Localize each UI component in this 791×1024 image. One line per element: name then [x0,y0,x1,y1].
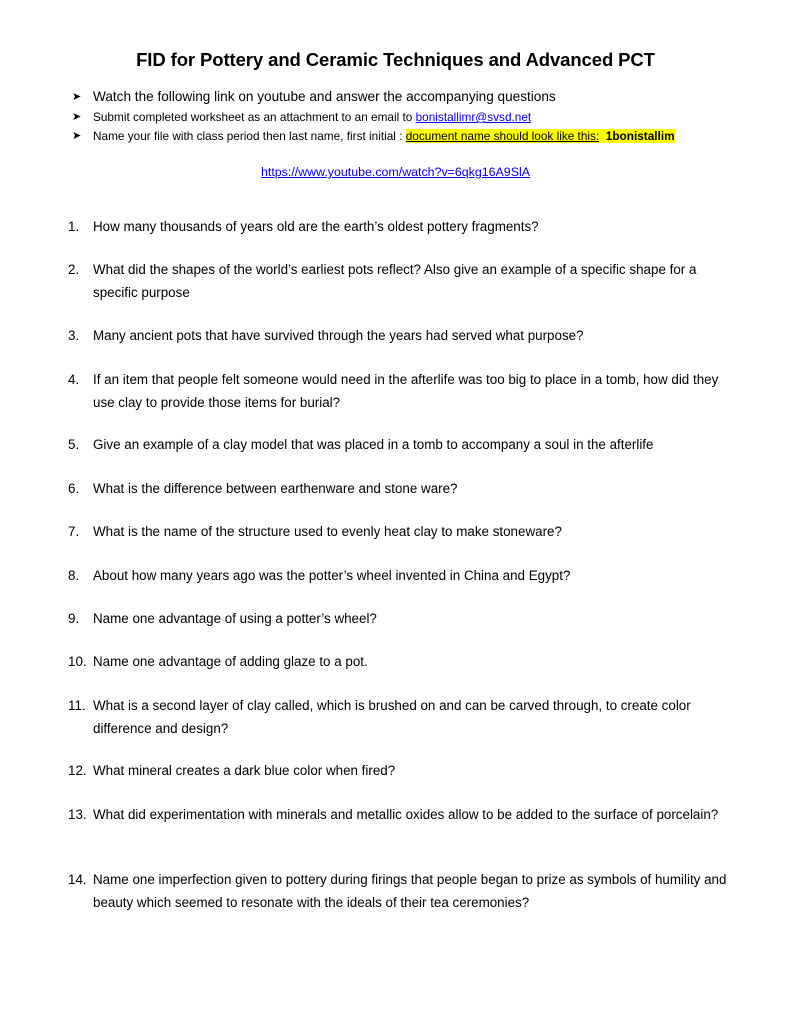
question-text: What mineral creates a dark blue color when fired? [93,763,396,778]
arrow-bullet-icon: ➤ [72,111,82,123]
question-item [68,565,738,588]
youtube-link[interactable]: https://www.youtube.com/watch?v=6qkg16A9SlA [261,165,530,179]
question-number: 2. [68,262,80,277]
question-text: If an item that people felt someone would need in the afterlife was too big to place in a tomb, how did they use clay to provide those items for burial? [93,372,719,410]
question-text: What is a second layer of clay called, which is brushed on and can be carved through, to create color difference and design? [93,698,691,736]
question-item [68,434,738,457]
question-text: About how many years ago was the potter’s wheel invented in China and Egypt? [93,568,571,583]
question-item [68,369,738,414]
question-item [68,478,738,501]
instruction-watch-text: Watch the following link on youtube and answer the accompanying questions [93,89,556,104]
instruction-filename-text: Name your file with class period then last name, first initial : [93,129,406,143]
question-text: What is the difference between earthenware and stone ware? [93,481,458,496]
question-item [68,651,738,674]
question-number: 1. [68,219,80,234]
instruction-submit-text: Submit completed worksheet as an attachment to an email to [93,110,416,124]
question-text: What did the shapes of the world’s earliest pots reflect? Also give an example of a specific shape for a specific purpose [93,262,697,300]
question-item [68,608,738,631]
question-number: 6. [68,481,80,496]
question-item [68,521,738,544]
question-number: 5. [68,437,80,452]
arrow-bullet-icon: ➤ [72,130,82,142]
question-number: 11. [68,698,86,713]
question-item [68,216,738,239]
question-item [68,259,738,304]
question-number: 3. [68,328,80,343]
instruction-watch [72,88,762,106]
filename-highlight: document name should look like this: [405,129,600,143]
question-number: 12. [68,763,87,778]
question-text: What did experimentation with minerals and metallic oxides allow to be added to the surface of porcelain? [93,807,719,822]
question-text: What is the name of the structure used to evenly heat clay to make stoneware? [93,524,562,539]
question-text: Many ancient pots that have survived through the years had served what purpose? [93,328,584,343]
question-item [68,695,738,740]
question-text: Name one advantage of using a potter’s wheel? [93,611,377,626]
instruction-filename [72,127,762,145]
page-title: FID for Pottery and Ceramic Techniques and Advanced PCT [136,49,655,70]
question-number: 10. [68,654,87,669]
question-number: 4. [68,372,80,387]
question-number: 7. [68,524,80,539]
question-number: 14. [68,872,87,887]
instruction-submit [72,108,762,126]
question-text: How many thousands of years old are the earth’s oldest pottery fragments? [93,219,539,234]
question-item [68,325,738,348]
question-text: Name one advantage of adding glaze to a pot. [93,654,368,669]
filename-example: 1bonistallim [605,129,675,143]
question-number: 13. [68,807,87,822]
arrow-bullet-icon: ➤ [72,91,82,103]
question-item [68,760,738,783]
question-number: 8. [68,568,80,583]
question-text: Name one imperfection given to pottery during firings that people began to prize as symbols of humility and beauty which seemed to resonate with the ideals of their tea ceremonies? [93,872,727,910]
instruction-list [72,88,762,146]
question-item [68,869,738,914]
question-item [68,804,738,827]
video-link-row [0,163,791,181]
email-link[interactable]: bonistallimr@svsd.net [415,110,532,124]
question-text: Give an example of a clay model that was placed in a tomb to accompany a soul in the afterlife [93,437,654,452]
question-number: 9. [68,611,80,626]
